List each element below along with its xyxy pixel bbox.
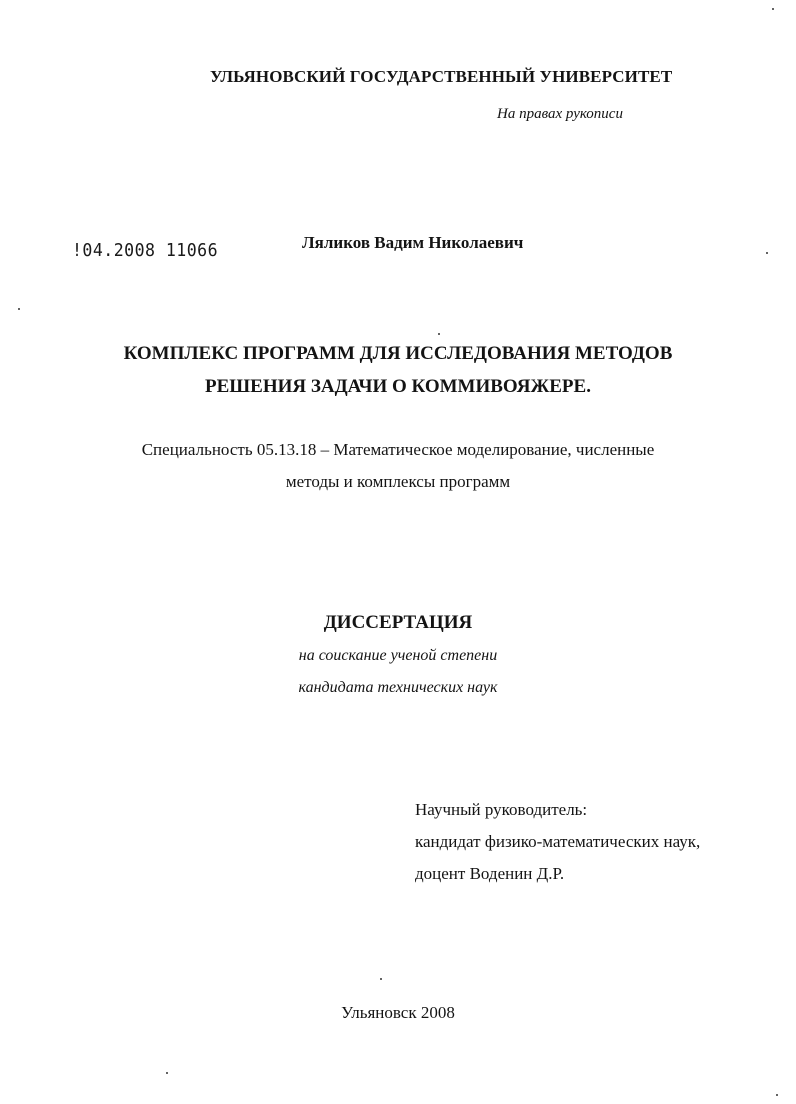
library-stamp-number: !04.2008 11066 [72,240,219,261]
document-type-heading: ДИССЕРТАЦИЯ [323,612,473,633]
scan-speck [776,1094,778,1096]
university-name: УЛЬЯНОВСКИЙ ГОСУДАРСТВЕННЫЙ УНИВЕРСИТЕТ [210,67,673,86]
scan-speck [166,1072,168,1074]
thesis-title-line-2: РЕШЕНИЯ ЗАДАЧИ О КОММИВОЯЖЕРЕ. [205,376,591,397]
scan-speck [772,8,774,10]
scan-speck [766,252,768,254]
specialty-line-2: методы и комплексы программ [285,472,511,491]
advisor-name: доцент Воденин Д.Р. [415,864,565,883]
thesis-title-line-1: КОМПЛЕКС ПРОГРАММ ДЛЯ ИССЛЕДОВАНИЯ МЕТОДОВ [123,343,673,364]
advisor-label: Научный руководитель: [415,800,588,819]
city-year: Ульяновск 2008 [341,1003,455,1022]
degree-line-1: на соискание ученой степени [298,647,498,664]
advisor-title: кандидат физико-математических наук, [415,832,701,851]
rights-note: На правах рукописи [497,106,623,122]
author-name: Ляликов Вадим Николаевич [302,233,524,252]
degree-line-2: кандидата технических наук [298,679,498,696]
scan-speck [380,978,382,980]
scan-speck [438,333,440,335]
specialty-line-1: Специальность 05.13.18 – Математическое моделирование, численные [141,440,655,459]
scan-speck [18,308,20,310]
